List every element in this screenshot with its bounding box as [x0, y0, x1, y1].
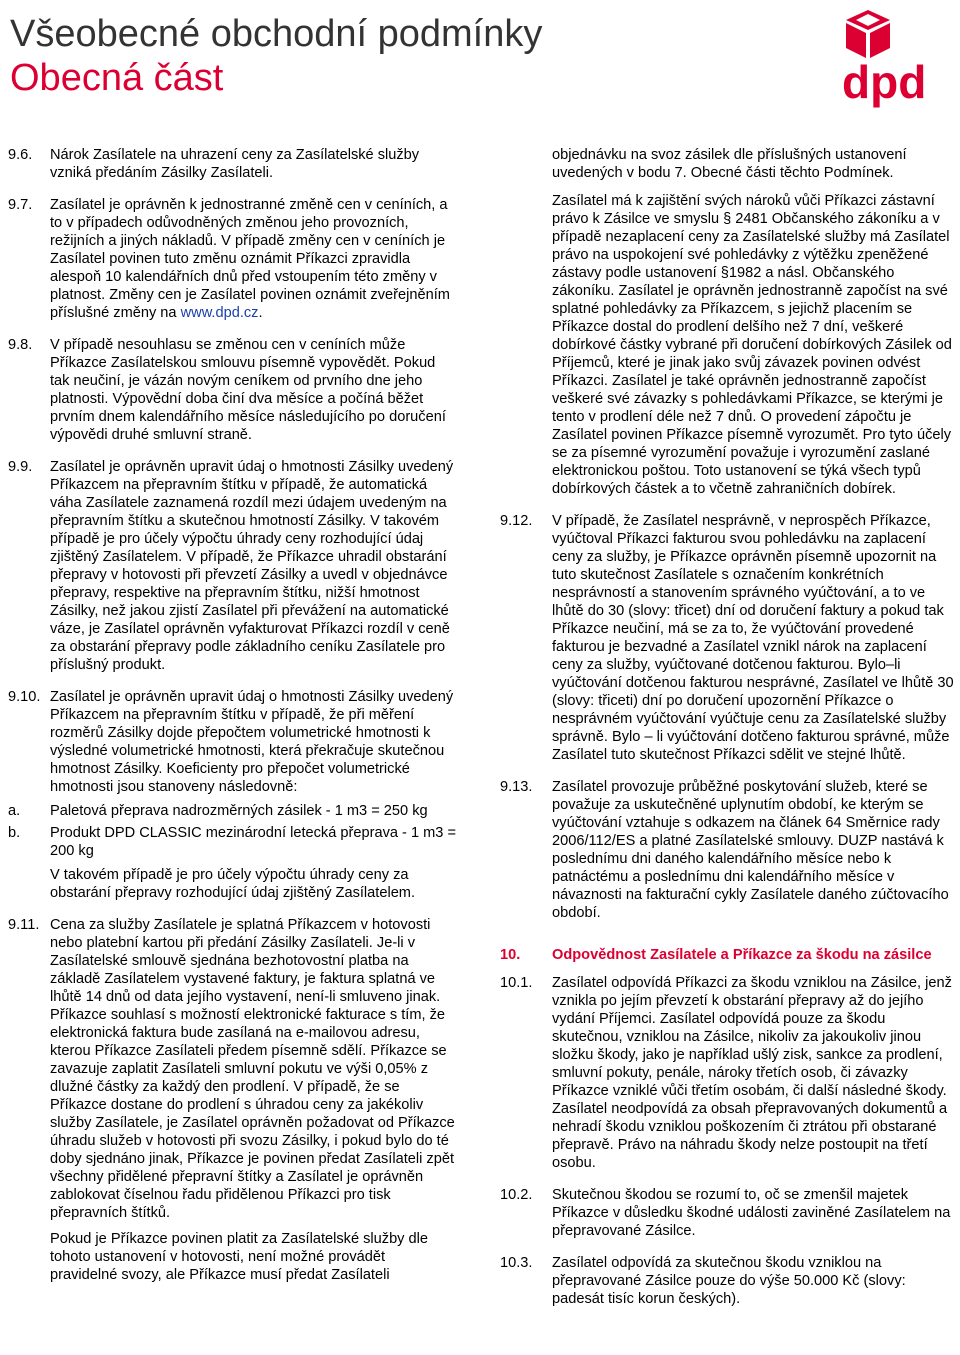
- section-closing-text: V takovém případě je pro účely výpočtu úhrady ceny za obstarání přepravy rozhodující údaj zjištěný Zasílatelem.: [50, 867, 416, 901]
- section-heading: Odpovědnost Zasílatele a Příkazce za škodu na zásilce: [552, 947, 932, 963]
- section-text: Skutečnou škodou se rozumí to, oč se zmenšil majetek Příkazce v důsledku škodné události zaviněné Zasílatelem na přepravované Zásilce.: [552, 1187, 951, 1239]
- section-number: 9.13.: [500, 779, 533, 795]
- section-9-11: [8, 916, 456, 1284]
- section-text: Zasílatel je oprávněn upravit údaj o hmotnosti Zásilky uvedený Příkazcem na přepravním štítku v případě, že automatická váha Zasílatele zaznamená rozdíl mezi údajem uvedeným na přepravním štítku a skutečnou hmotností Zásilky. V takovém případě je pro účely výpočtu úhrady ceny rozhodující údaj zjištěný Zasílatelem. V případě, že Příkazce uhradil obstarání přepravy v hotovosti při převzetí Zásilky a uvedl v objednávce přepravy, respektive na přepravním štítku, nižší hmotnost Zásilky, než jakou zjistí Zasílatel při převážení na automatické váze, je Zasílatel oprávněn vyfakturovat Příkazci rozdíl v ceně za obstarání přepravy podle základního ceníku Zasílatele pro příslušný produkt.: [50, 459, 454, 673]
- section-text: Zasílatel je oprávněn k jednostranné změně cen v ceníních, a to v případech odůvodněných změnou jeho provozních, režijních a jiných nákladů. V případě změny cen v ceníních je Zasílatel povinen tuto změnu oznámit Příkazci zpravidla alespoň 10 kalendářních dnů před vstoupením této změny v platnost. Změny cen je Zasílatel povinen oznámit zveřejněním příslušné změny na: [50, 197, 450, 321]
- page-subtitle: Obecná část: [10, 57, 224, 99]
- dpd-website-link[interactable]: www.dpd.cz: [180, 305, 259, 321]
- list-item-text: Produkt DPD CLASSIC mezinárodní letecká přeprava - 1 m3 = 200 kg: [50, 825, 456, 859]
- section-number: 9.6.: [8, 147, 33, 163]
- page-title: Všeobecné obchodní podmínky: [10, 13, 543, 55]
- section-text: V případě nesouhlasu se změnou cen v ceníních může Příkazce Zasílatelskou smlouvu písemně vypovědět. Pokud tak neučiní, je vázán novým ceníkem od prvního dne jeho platnosti. Výpovědní doba činí dva měsíce a počíná běžet prvním dnem kalendářního měsíce následujícího po doručení výpovědi druhé smluvní straně.: [50, 337, 446, 443]
- section-9-7: [8, 196, 456, 322]
- list-item-text: Paletová přeprava nadrozměrných zásilek - 1 m3 = 250 kg: [50, 803, 428, 819]
- section-9-9: [8, 458, 456, 674]
- section-text: Zasílatel má k zajištění svých nároků vůči Příkazci zástavní právo k Zásilce ve smyslu § 2481 Občanského zákoníku a v případě nezaplacení ceny za Zasílatelské služby má Zasílatel právo na uspokojení své pohledávky z výtěžku zpeněžené zástavy podle ustanovení §1982 a násl. Občanského zákoníku. Zasílatel je oprávněn jednostranně započíst na své splatné pohledávky za Příkazcem, s jejichž placením se Příkazce dostal do prodlení delšího než 7 dní, veškeré dobírkové částky vybrané při doručení dobírkových Zásilek od Příjemců, které je jinak jako svůj závazek povinen odvést Příkazci. Zasílatel je také oprávněn jednostranně započíst veškeré své závazky s pohledávkami Příkazce, se kterými je tento v prodlení déle než 7 dnů. O provedení zápočtu je Zasílatel povinen Příkazce písemně vyrozumět. Pro tyto účely se za písemné vyrozumění považuje i vyrozumění zaslané elektronickou poštou. Toto ustanovení se týká všech typů dobírkových částek a to včetně zahraničních dobírek.: [552, 193, 952, 497]
- list-item-marker: a.: [8, 803, 21, 819]
- section-number: 9.9.: [8, 459, 33, 475]
- section-text: Cena za služby Zasílatele je splatná Příkazcem v hotovosti nebo platební kartou při předání Zásilky Zasílateli. Je-li v Zasílatelské smlouvě sjednána bezhotovostní platba na základě Zasílatelem vystavené faktury, je faktura splatná ve lhůtě 14 dnů od data jejího vystavení, není-li smluveno jinak. Příkazce souhlasí s možností elektronické fakturace s tím, že elektronická faktura bude zasílaná na e-mailovou adresu, kterou Příkazce Zasílateli předem písemně sdělí. Příkazce se zavazuje zaplatit Zasílateli smluvní pokutu ve výši 0,05% z dlužné částky za každý den prodlení. V případě, že se Příkazce dostane do prodlení s úhradou ceny za jakékoliv služby Zasílatele, je Zasílatel oprávněn požadovat od Příkazce úhradu služeb v hotovosti při svozu Zásilky, i pokud bylo do té doby sjednáno jinak, Příkazce je povinen předat Zasílateli zpět všechny přidělené přepravní štítky a Zasílatel je oprávněn zablokovat číselnou řadu přidělenou Příkazci pro tisk přepravních štítků.: [50, 917, 455, 1221]
- section-number: 9.12.: [500, 513, 533, 529]
- list-item: [8, 802, 456, 820]
- section-text: objednávku na svoz zásilek dle příslušných ustanovení uvedených v bodu 7. Obecné části těchto Podmínek.: [552, 147, 907, 181]
- section-10-1: [500, 974, 958, 1172]
- section-9-12: [500, 512, 958, 764]
- section-9-6: [8, 146, 456, 182]
- section-text-end: .: [258, 305, 263, 321]
- section-9-13: [500, 778, 958, 922]
- left-column: [8, 146, 456, 1298]
- right-column: [500, 146, 958, 1322]
- dpd-cube-icon: [846, 10, 890, 58]
- section-number: 9.11.: [8, 917, 40, 933]
- section-number: 10.1.: [500, 975, 533, 991]
- dpd-logo: [838, 6, 958, 108]
- section-text: Zasílatel provozuje průběžné poskytování služeb, které se považuje za uskutečněné uplynutím období, ke kterým se vyúčtování vztahuje s odkazem na článek 64 Směrnice rady 2006/112/ES a platné Zasílatelské smlouvy. DUZP nastává k poslednímu dni daného kalendářního měsíce nebo k patnáctému a poslednímu dni kalendářního měsíce v návaznosti na fakturační cykly Zasílatele daného zúčtovacího období.: [552, 779, 949, 921]
- section-number: 10.2.: [500, 1187, 533, 1203]
- section-number: 10.3.: [500, 1255, 533, 1271]
- dpd-logo-text: dpd: [842, 56, 927, 108]
- section-text: Zasílatel odpovídá Příkazci za škodu vzniklou na Zásilce, jenž vznikla po jejím převzetí k obstarání přepravy až do jejího vydání Příjemci. Zasílatel odpovídá pouze za škodu skutečnou, vzniklou na Zásilce, nikoliv za jakoukoliv jinou složku škody, jako je například ušlý zisk, sankce za prodlení, smluvní pokuty, penále, nároky třetích osob, či závazky Příkazce vzniklé vůči třetím osobám, či další následné škody. Zasílatel neodpovídá za obsah přepravovaných dokumentů a nehradí škodu vzniklou poškozením či ztrátou při obstarané přepravě. Právo na náhradu škody nelze postoupit na třetí osobu.: [552, 975, 952, 1171]
- list-item: [8, 824, 456, 860]
- section-text: Zasílatel odpovídá za skutečnou škodu vzniklou na přepravované Zásilce pouze do výše 50.000 Kč (slovy: padesát tisíc korun českých).: [552, 1255, 906, 1307]
- section-text: V případě, že Zasílatel nesprávně, v neprospěch Příkazce, vyúčtoval Příkazci fakturou svou pohledávku na zaplacení ceny za služby, je Příkazce oprávněn písemně upozornit na tuto skutečnost Zasílatele s označením konkrétních nesprávností a stanovením správného vyúčtování, a to ve lhůtě do 30 (slovy: třicet) dní od doručení faktury a pokud tak Příkazce neučiní, má se za to, že vyúčtování provedené fakturou je bezvadné a Zasílatel vznikl nárok na zaplacení ceny za služby, vyúčtované dotčenou fakturou. Bylo–li vyúčtování dotčenou fakturou nesprávné, Zasílatel ve lhůtě 30 (slovy: třiceti) dní po doručení upozornění Příkazce o nesprávném vyúčtování vyúčtuje cenu za Zasílatelské služby správně. Bylo – li vyúčtování dotčeno fakturou správné, může Zasílatel tuto skutečnost Příkazci sdělit ve stejné lhůtě.: [552, 513, 954, 763]
- section-9-11-continued: [500, 146, 958, 498]
- section-number: 9.10.: [8, 689, 41, 705]
- section-9-10: [8, 688, 456, 902]
- section-number: 10.: [500, 947, 521, 963]
- section-closing-text: Pokud je Příkazce povinen platit za Zasílatelské služby dle tohoto ustanovení v hotovosti, není možné provádět pravidelné svozy, ale Příkazce musí předat Zasílateli: [50, 1231, 429, 1283]
- section-10-2: [500, 1186, 958, 1240]
- list-item-marker: b.: [8, 825, 21, 841]
- section-10-3: [500, 1254, 958, 1308]
- section-10-heading: [500, 946, 958, 964]
- section-text: Nárok Zasílatele na uhrazení ceny za Zasílatelské služby vzniká předáním Zásilky Zasílateli.: [50, 147, 420, 181]
- section-9-8: [8, 336, 456, 444]
- section-number: 9.7.: [8, 197, 33, 213]
- section-text: Zasílatel je oprávněn upravit údaj o hmotnosti Zásilky uvedený Příkazcem na přepravním štítku v případě, že při měření rozměrů Zásilky dojde přepočtem volumetrické hmotnosti k výsledné volumetrické hmotnosti, která překračuje skutečnou hmotnost Zásilky. Koeficienty pro přepočet volumetrické hmotnosti jsou stanoveny následovně:: [50, 689, 454, 795]
- section-number: 9.8.: [8, 337, 33, 353]
